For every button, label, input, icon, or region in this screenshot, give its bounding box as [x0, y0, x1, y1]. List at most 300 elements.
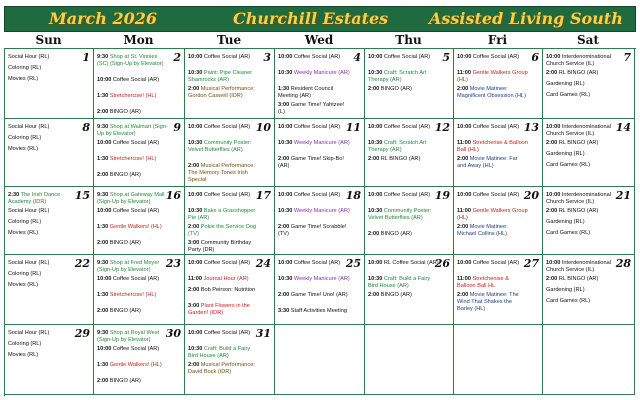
- day-number: 17: [255, 189, 271, 202]
- event-time: 10:00: [278, 54, 293, 60]
- event-time: 10:00: [368, 192, 383, 198]
- calendar-event: [368, 276, 439, 290]
- event-time: 10:00: [278, 124, 293, 130]
- calendar-event: [278, 70, 350, 77]
- event-time: 2:00: [278, 156, 290, 162]
- calendar-event: [457, 276, 528, 290]
- day-cell: [185, 255, 275, 325]
- event-name: RL BINGO (AR): [558, 276, 599, 282]
- event-time: 10:30: [278, 276, 293, 282]
- event-time: 2:00: [368, 292, 380, 298]
- calendar-event: [8, 282, 79, 289]
- event-name: BINGO (AR): [109, 172, 141, 178]
- event-name: Craft: Build a Fairy Bird House (AR): [368, 276, 431, 289]
- calendar-event: [188, 140, 260, 154]
- event-time: 9:30: [97, 192, 109, 198]
- event-name: Movie Matinee: Michael Collins (HL): [457, 224, 508, 237]
- event-name: Shop at St. Vinnies (SC) (Sign-Up by Elevator): [97, 54, 164, 67]
- event-time: 2:00: [368, 156, 380, 162]
- calendar-event: [188, 260, 260, 267]
- event-name: Gardening (RL): [546, 151, 585, 157]
- calendar-event: [188, 192, 260, 199]
- event-name: Social Hour (RL): [8, 330, 50, 336]
- day-number: 14: [615, 121, 631, 134]
- day-cell: [454, 255, 543, 325]
- calendar-event: [278, 54, 350, 61]
- event-name: Gentle Walkers Group (HL): [457, 208, 528, 221]
- calendar-event: [8, 135, 79, 142]
- event-name: Musical Performance: The Memory Tones Irish Special: [188, 163, 255, 183]
- event-name: Coffee Social (AR): [472, 124, 520, 130]
- event-name: Coffee Social (AR): [472, 54, 520, 60]
- event-name: RL BINGO (AR): [558, 70, 599, 76]
- event-time: 2:00: [368, 86, 380, 92]
- weekday-label: Thu: [395, 33, 422, 47]
- day-number: 9: [173, 121, 181, 134]
- event-name: Shop at Walmart (Sign-Up by Elevator): [97, 124, 168, 137]
- day-number: 30: [165, 327, 181, 340]
- day-number: 18: [345, 189, 361, 202]
- event-name: Interdenominational Church Service (IL): [546, 124, 612, 137]
- event-time: 10:00: [546, 54, 561, 60]
- event-name: Movie Matinee: Magnificent Obsession (HL): [457, 86, 527, 99]
- event-name: Stretchercise! (HL): [109, 292, 157, 298]
- calendar-event: [278, 260, 350, 267]
- event-time: 2:30: [8, 192, 20, 198]
- day-cell: [5, 49, 94, 119]
- calendar-event: [97, 308, 170, 315]
- event-time: 10:00: [368, 124, 383, 130]
- calendar-event: [8, 260, 79, 267]
- event-name: Pokie the Service Dog (TV): [188, 224, 257, 237]
- event-time: 10:30: [368, 276, 383, 282]
- event-name: Interdenominational Church Service (IL): [546, 260, 612, 273]
- event-name: Card Games (RL): [546, 162, 591, 168]
- event-time: 2:00: [457, 292, 469, 298]
- calendar-event: [368, 86, 439, 93]
- event-name: Weekly Manicure (AR): [293, 276, 350, 282]
- event-name: Card Games (RL): [546, 298, 591, 304]
- day-number: 24: [255, 257, 271, 270]
- event-name: Stretcherise & Balloon Ball (HL): [457, 140, 528, 153]
- calendar-event: [457, 192, 528, 199]
- event-time: 2:00: [97, 240, 109, 246]
- day-cell: [543, 255, 635, 325]
- calendar-event: [8, 271, 79, 278]
- event-time: 2:00: [97, 308, 109, 314]
- calendar-event: [278, 86, 350, 100]
- day-number: 31: [255, 327, 271, 340]
- calendar-banner: [4, 6, 636, 32]
- calendar-event: [278, 308, 350, 315]
- calendar-event: [368, 260, 439, 267]
- event-name: BINGO (AR): [109, 378, 141, 384]
- event-time: 2:00: [457, 86, 469, 92]
- event-time: 2:00: [278, 224, 290, 230]
- event-time: 10:00: [97, 77, 112, 83]
- calendar-event: [278, 208, 350, 215]
- calendar-event: [278, 102, 350, 116]
- event-name: BINGO (AR): [380, 231, 412, 237]
- event-time: 10:30: [278, 140, 293, 146]
- event-time: 10:30: [278, 208, 293, 214]
- calendar-event: [278, 224, 350, 238]
- event-time: 2:00: [97, 172, 109, 178]
- event-name: Movies (RL): [8, 76, 39, 82]
- event-time: 10:00: [97, 140, 112, 146]
- calendar-event: [97, 240, 170, 247]
- calendar-event: [8, 352, 79, 359]
- event-time: 10:30: [278, 70, 293, 76]
- day-number: 21: [615, 189, 631, 202]
- event-name: Game Time! Uno! (AR): [290, 292, 348, 298]
- event-time: 11:00: [457, 276, 471, 282]
- weekday-label: Tue: [216, 33, 242, 47]
- calendar-event: [457, 156, 528, 170]
- event-name: Coffee Social (AR): [112, 77, 160, 83]
- event-name: Gardening (RL): [546, 81, 585, 87]
- calendar-event: [8, 65, 79, 72]
- event-name: Gentle Walkers Group (HL): [457, 70, 528, 83]
- weekday-label: Sun: [35, 33, 62, 47]
- calendar-event: [457, 70, 528, 84]
- event-name: Craft: Scratch Art Therapy (AR): [368, 140, 427, 153]
- day-cell: [454, 49, 543, 119]
- calendar-event: [546, 124, 620, 138]
- event-time: 10:00: [457, 124, 472, 130]
- event-name: Musical Performance: David Bock (IDR): [188, 362, 255, 375]
- event-time: 2:00: [546, 70, 558, 76]
- calendar-event: [97, 346, 170, 353]
- event-time: 1:30: [97, 362, 109, 368]
- event-name: Coffee Social (AR): [203, 330, 251, 336]
- day-number: 15: [74, 189, 90, 202]
- event-time: 9:30: [97, 330, 109, 336]
- event-time: 10:30: [368, 208, 383, 214]
- calendar-event: [546, 151, 620, 158]
- calendar-event: [97, 156, 170, 163]
- event-name: Musical Performance: Gordon Caswell (IDR): [188, 86, 255, 99]
- event-time: 1:30: [278, 86, 290, 92]
- event-name: Coffee Social (AR): [383, 124, 431, 130]
- event-name: Gardening (RL): [546, 219, 585, 225]
- event-time: 2:00: [546, 276, 558, 282]
- calendar-event: [97, 260, 170, 274]
- day-cell: [454, 119, 543, 187]
- event-name: Bake a Grasshopper Pie (AR): [188, 208, 256, 221]
- event-time: 10:30: [188, 346, 203, 352]
- event-name: BINGO (AR): [380, 292, 412, 298]
- event-time: 10:00: [278, 192, 293, 198]
- event-time: 1:30: [97, 224, 109, 230]
- calendar-event: [546, 230, 620, 237]
- event-name: Community Poster: Velvet Butterflies (AR): [188, 140, 252, 153]
- event-name: RL Coffee Social (AR): [383, 260, 439, 266]
- event-time: 11:00: [457, 70, 471, 76]
- event-name: Coffee Social (AR): [203, 260, 251, 266]
- event-name: Coffee Social (AR): [112, 276, 160, 282]
- calendar-event: [546, 81, 620, 88]
- event-name: Journal Hour (AR): [203, 276, 249, 282]
- event-time: 3:30: [278, 308, 290, 314]
- weekday-label: Fri: [487, 33, 508, 47]
- event-time: 3:00: [278, 102, 290, 108]
- calendar-event: [188, 54, 260, 61]
- event-time: 3:00: [188, 240, 200, 246]
- day-cell: [454, 187, 543, 255]
- event-name: Community Birthday Party (DR): [188, 240, 252, 253]
- event-name: RL BINGO (AR): [558, 208, 599, 214]
- event-name: Stretchenise & Balloon Ball HL: [457, 276, 509, 289]
- calendar-event: [8, 330, 79, 337]
- event-name: Card Games (RL): [546, 92, 591, 98]
- event-name: Coloring (RL): [8, 219, 42, 225]
- event-time: 10:00: [368, 260, 383, 266]
- event-name: Movies (RL): [8, 352, 39, 358]
- event-name: Card Games (RL): [546, 230, 591, 236]
- event-name: Shop at Fred Meyer (Sign-Up by Elevator): [97, 260, 160, 273]
- event-time: 2:00: [188, 86, 200, 92]
- calendar-event: [97, 208, 170, 215]
- calendar-event: [97, 330, 170, 344]
- calendar-event: [457, 140, 528, 154]
- day-number: 4: [353, 51, 361, 64]
- day-number: 5: [442, 51, 450, 64]
- day-number: 22: [74, 257, 90, 270]
- calendar-event: [97, 93, 170, 100]
- calendar-event: [546, 140, 620, 147]
- event-name: Coffee Social (AR): [293, 192, 341, 198]
- day-number: 12: [434, 121, 450, 134]
- calendar-event: [457, 86, 528, 100]
- day-cell: [94, 187, 185, 255]
- calendar-event: [8, 76, 79, 83]
- calendar-event: [188, 86, 260, 100]
- calendar-event: [188, 330, 260, 337]
- event-name: Coloring (RL): [8, 341, 42, 347]
- event-time: 9:30: [97, 124, 109, 130]
- calendar-event: [97, 224, 170, 231]
- event-name: Shop at Gateway Mall (Sign-Up by Elevator): [97, 192, 165, 205]
- event-time: 10:00: [188, 54, 203, 60]
- event-name: Gentle Walkers! (HL): [109, 362, 162, 368]
- calendar-event: [368, 292, 439, 299]
- calendar-event: [188, 124, 260, 131]
- event-time: 2:00: [97, 378, 109, 384]
- event-name: Craft: Build a Fairy Bird House (AR): [188, 346, 251, 359]
- calendar-event: [8, 230, 79, 237]
- event-name: Coloring (RL): [8, 135, 42, 141]
- event-time: 1:30: [97, 93, 109, 99]
- event-time: 10:00: [188, 124, 203, 130]
- day-number: 11: [345, 121, 361, 134]
- event-time: 10:30: [188, 208, 203, 214]
- event-time: 10:00: [546, 192, 561, 198]
- event-time: 10:30: [188, 140, 203, 146]
- event-time: 2:00: [368, 231, 380, 237]
- day-number: 16: [165, 189, 181, 202]
- event-time: 1:30: [97, 156, 109, 162]
- day-cell: [365, 119, 454, 187]
- event-name: Game Time! Scrabble! (TV): [278, 224, 347, 237]
- event-time: 10:00: [546, 260, 561, 266]
- event-time: 11:00: [457, 140, 471, 146]
- event-name: Interdenominational Church Service (IL): [546, 192, 612, 205]
- event-time: 10:00: [188, 260, 203, 266]
- calendar-event: [188, 303, 260, 317]
- event-name: Movie Matinee: Far and Away (HL): [457, 156, 518, 169]
- event-time: 10:00: [188, 330, 203, 336]
- event-name: Coffee Social (AR): [203, 192, 251, 198]
- event-name: BINGO (AR): [109, 109, 141, 115]
- day-cell: [5, 187, 94, 255]
- calendar-event: [278, 124, 350, 131]
- calendar-event: [188, 346, 260, 360]
- event-name: Gardening (RL): [546, 287, 585, 293]
- calendar-event: [188, 70, 260, 84]
- day-number: 23: [165, 257, 181, 270]
- calendar-event: [278, 140, 350, 147]
- calendar-event: [457, 292, 528, 313]
- event-time: 2:00: [457, 156, 469, 162]
- day-number: 10: [255, 121, 271, 134]
- event-name: Coffee Social (AR): [472, 260, 520, 266]
- calendar-event: [546, 208, 620, 215]
- event-name: Weekly Manicure (AR): [293, 70, 350, 76]
- day-number: 8: [82, 121, 90, 134]
- calendar-event: [97, 77, 170, 84]
- event-name: Coffee Social (AR): [472, 192, 520, 198]
- calendar-event: [188, 276, 260, 283]
- day-number: 29: [74, 327, 90, 340]
- event-name: Gentle Walkers! (HL): [109, 224, 162, 230]
- calendar-event: [278, 292, 350, 299]
- event-time: 9:30: [97, 54, 109, 60]
- calendar-event: [368, 192, 439, 199]
- event-name: RL BINGO (AR): [558, 140, 599, 146]
- event-name: Social Hour (RL): [8, 260, 50, 266]
- calendar-event: [546, 54, 620, 68]
- event-name: BINGO (AR): [109, 240, 141, 246]
- event-name: Social Hour (RL): [8, 124, 50, 130]
- event-time: 3:00: [188, 303, 200, 309]
- day-cell: [365, 325, 454, 395]
- event-time: 2:00: [546, 140, 558, 146]
- weekday-label: Wed: [304, 33, 334, 47]
- day-number: 6: [531, 51, 539, 64]
- calendar-event: [188, 208, 260, 222]
- event-name: Coffee Social (AR): [383, 192, 431, 198]
- calendar-event: [8, 219, 79, 226]
- calendar-event: [188, 224, 260, 238]
- event-time: 10:00: [457, 54, 472, 60]
- event-time: 2:00: [188, 224, 200, 230]
- calendar-event: [8, 54, 79, 61]
- event-time: 10:00: [278, 260, 293, 266]
- day-cell: [94, 255, 185, 325]
- calendar-event: [97, 192, 170, 206]
- calendar-event: [278, 156, 350, 170]
- calendar-event: [368, 54, 439, 61]
- day-cell: [5, 119, 94, 187]
- calendar-event: [8, 124, 79, 131]
- calendar-event: [97, 109, 170, 116]
- event-name: Movies (RL): [8, 146, 39, 152]
- calendar-event: [368, 208, 439, 222]
- calendar-event: [546, 92, 620, 99]
- calendar-event: [97, 362, 170, 369]
- calendar-event: [188, 287, 260, 294]
- event-name: Staff Activities Meeting: [290, 308, 347, 314]
- event-time: 10:00: [97, 276, 112, 282]
- calendar-event: [546, 219, 620, 226]
- day-cell: [543, 325, 635, 395]
- day-cell: [275, 325, 365, 395]
- event-name: Coffee Social (AR): [203, 124, 251, 130]
- event-name: Coloring (RL): [8, 271, 42, 277]
- calendar-event: [457, 208, 528, 222]
- event-name: Social Hour (RL): [8, 54, 50, 60]
- day-number: 19: [434, 189, 450, 202]
- calendar-event: [368, 70, 439, 84]
- event-name: Craft: Scratch Art Therapy (AR): [368, 70, 427, 83]
- day-number: 1: [82, 51, 90, 64]
- event-name: BINGO (AR): [380, 86, 412, 92]
- calendar-event: [8, 146, 79, 153]
- calendar-event: [8, 208, 79, 215]
- event-name: Game Time! Skip-Bo! (AR): [278, 156, 344, 169]
- day-number: 7: [623, 51, 631, 64]
- event-time: 9:30: [97, 260, 109, 266]
- event-time: 2:00: [457, 224, 469, 230]
- event-name: Stretchercise! (HL): [109, 156, 157, 162]
- event-name: Movie Matinee: The Wind That Shakes the Barley (HL): [457, 292, 519, 312]
- calendar-event: [368, 231, 439, 238]
- calendar-event: [457, 260, 528, 267]
- day-cell: [275, 255, 365, 325]
- day-cell: [94, 325, 185, 395]
- event-name: Shop at Royal West (Sign-Up by Elevator): [97, 330, 160, 343]
- day-cell: [185, 49, 275, 119]
- event-time: 10:00: [97, 346, 112, 352]
- event-time: 10:00: [97, 208, 112, 214]
- event-time: 10:30: [368, 70, 383, 76]
- calendar-event: [457, 54, 528, 61]
- calendar-event: [97, 378, 170, 385]
- event-time: 2:00: [188, 163, 200, 169]
- day-number: 2: [173, 51, 181, 64]
- day-number: 26: [434, 257, 450, 270]
- calendar-event: [546, 162, 620, 169]
- calendar-event: [8, 341, 79, 348]
- day-cell: [275, 49, 365, 119]
- event-time: 11:00: [188, 276, 202, 282]
- day-cell: [454, 325, 543, 395]
- calendar-event: [97, 140, 170, 147]
- event-name: Movies (RL): [8, 230, 39, 236]
- event-time: 10:00: [457, 192, 472, 198]
- day-cell: [543, 119, 635, 187]
- event-name: Movies (RL): [8, 282, 39, 288]
- event-time: 2:00: [278, 292, 290, 298]
- event-name: Coffee Social (AR): [203, 54, 251, 60]
- event-name: Coffee Social (AR): [112, 208, 160, 214]
- event-time: 10:00: [368, 54, 383, 60]
- event-name: Paint: Pipe Cleaner Shamrocks (AR): [188, 70, 253, 83]
- event-time: 2:00: [546, 208, 558, 214]
- calendar-event: [368, 140, 439, 154]
- calendar-event: [97, 172, 170, 179]
